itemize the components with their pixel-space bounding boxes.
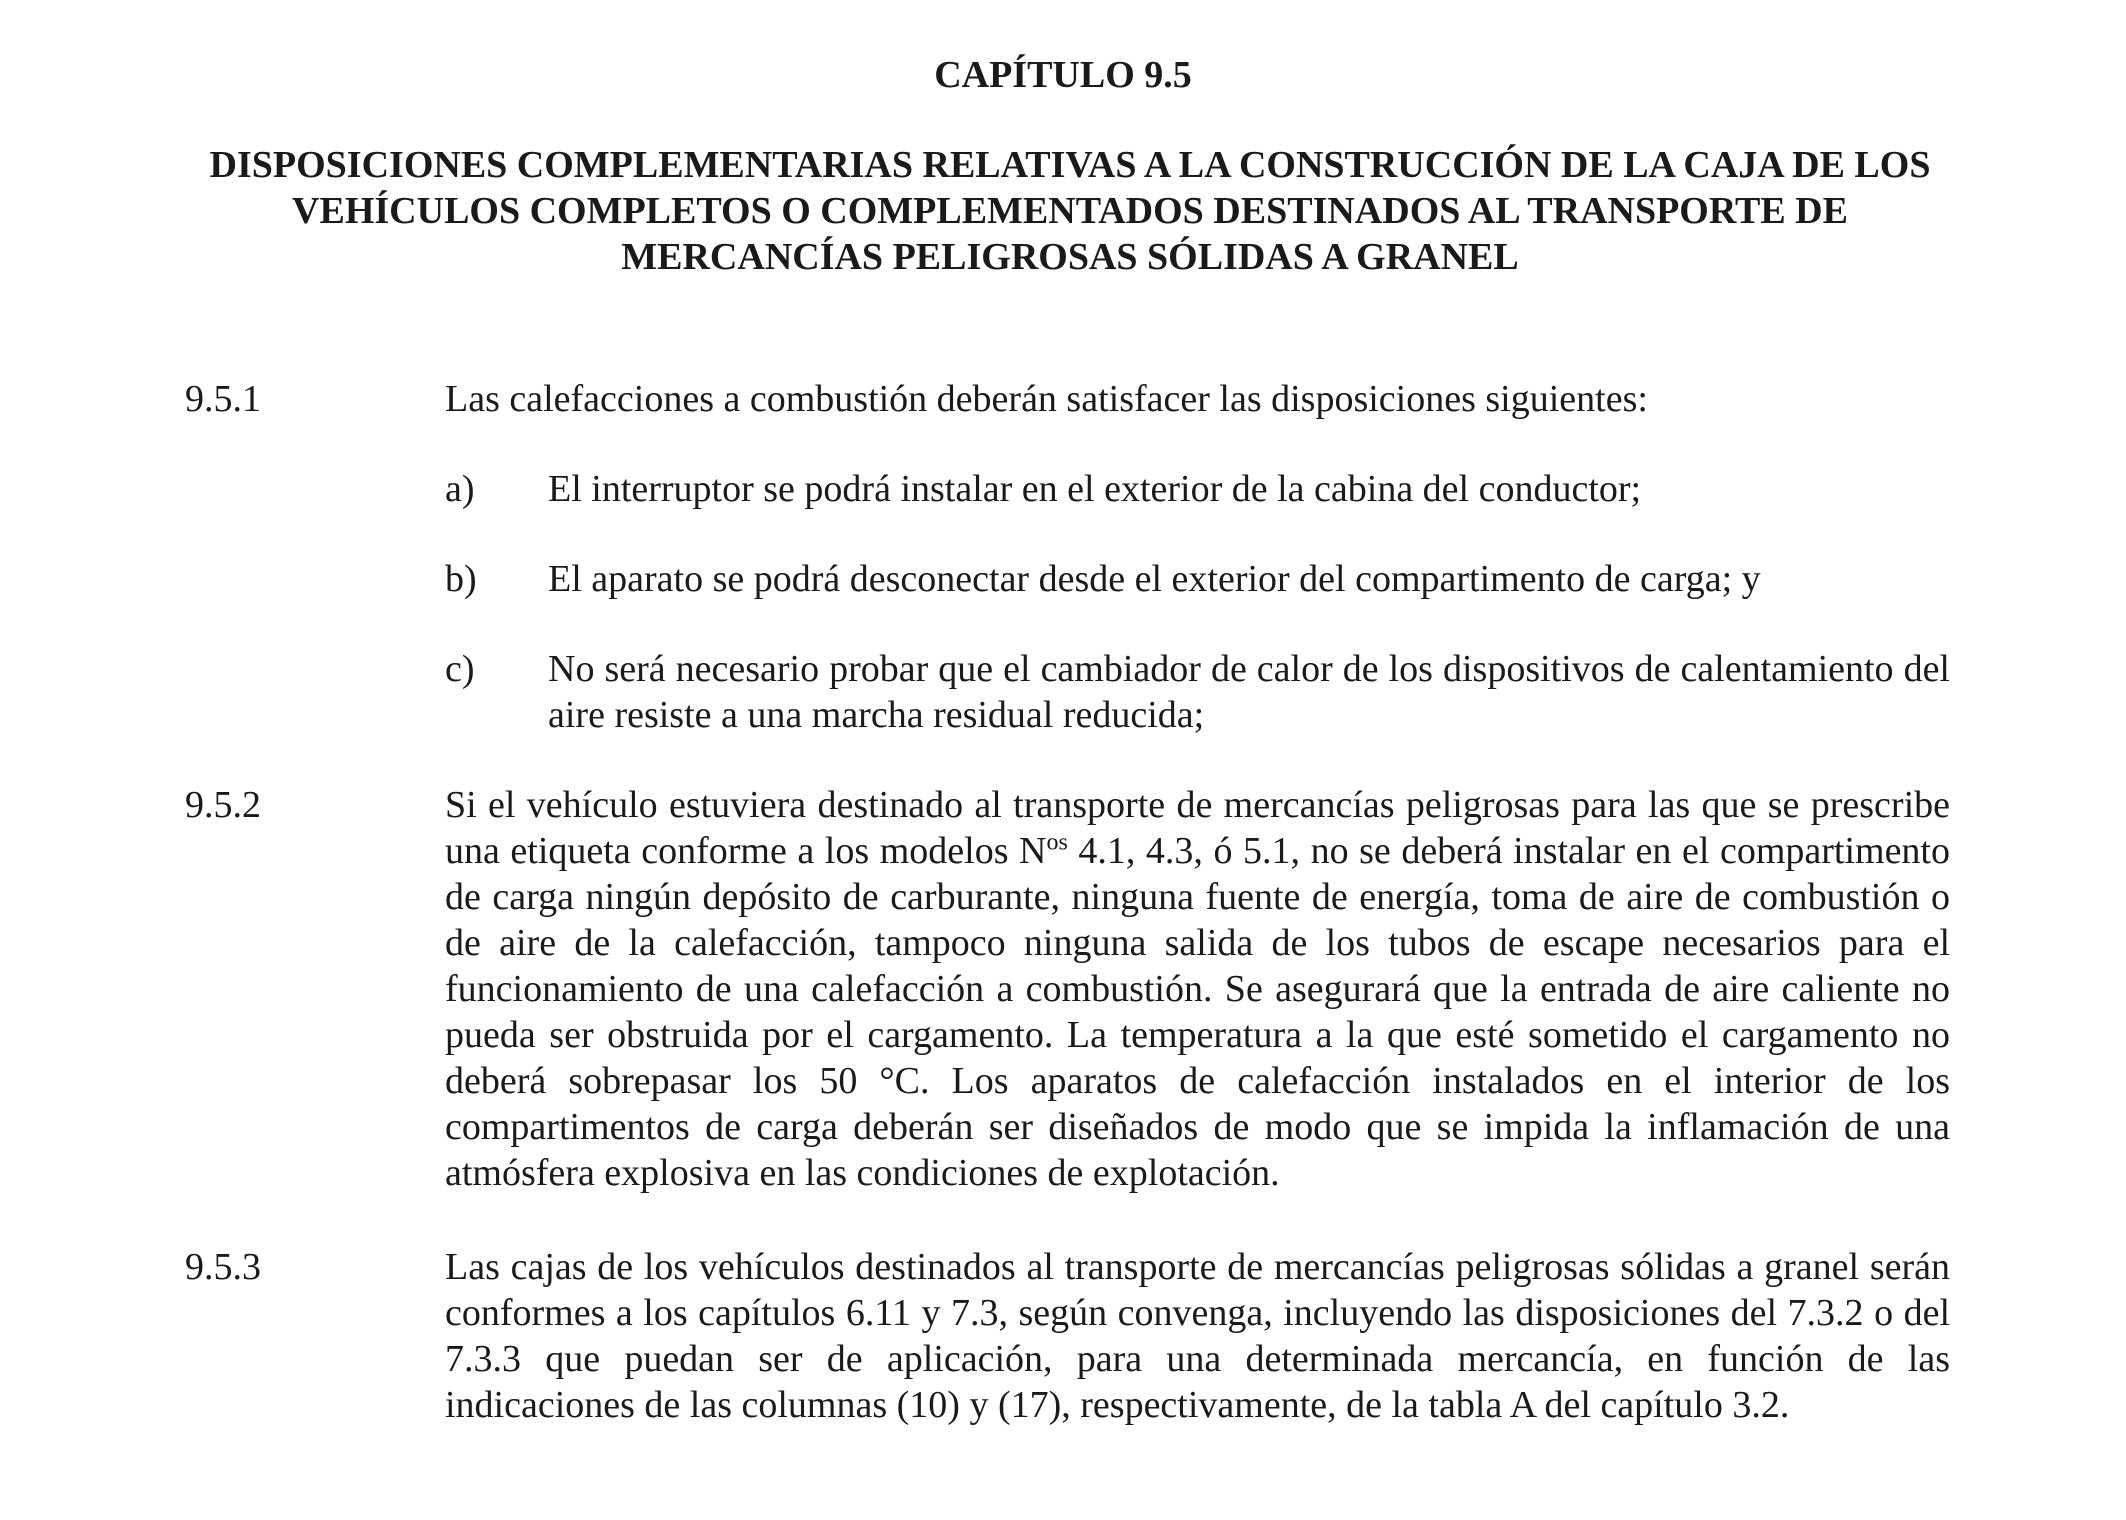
list-item-text-a: El interruptor se podrá instalar en el exterior de la cabina del conductor; [548, 468, 1642, 510]
section-9-5-2-text-before: Si el vehículo estuviera destinado al transporte de mercancías peligrosas para las que se prescribe una etiqueta conforme a los modelos N [445, 784, 1950, 872]
list-item-text-c: No será necesario probar que el cambiador de calor de los dispositivos de calentamiento del aire resiste a una marcha residual reducida; [548, 648, 1950, 736]
section-9-5-3-text: Las cajas de los vehículos destinados al transporte de mercancías peligrosas sólidas a granel serán conformes a los capítulos 6.11 y 7.3, según convenga, incluyendo las disposiciones del 7.3.2 o del 7.3.3 que puedan ser de aplicación, para una determinada mercancía, en función de las indicaciones de las columnas (10) y (17), respectivamente, de la tabla A del capítulo 3.2. [445, 1246, 1950, 1426]
chapter-title: CAPÍTULO 9.5 [934, 54, 1192, 96]
superscript-os: os [1046, 829, 1068, 856]
list-item-text-b: El aparato se podrá desconectar desde el exterior del compartimento de carga; y [548, 558, 1761, 600]
section-9-5-2-text [445, 782, 1950, 1196]
section-number-9-5-2: 9.5.2 [185, 784, 261, 826]
list-item-letter-b: b) [445, 558, 477, 600]
section-number-9-5-3: 9.5.3 [185, 1246, 261, 1288]
list-item-letter-c: c) [445, 648, 475, 690]
list-item-letter-a: a) [445, 468, 475, 510]
section-9-5-2-text-after: 4.1, 4.3, ó 5.1, no se deberá instalar en el compartimento de carga ningún depósito de carburante, ninguna fuente de energía, toma de aire de combustión o de aire de la calefacción, tampoco ninguna salida de los tubos de escape necesarios para el funcionamiento de una calefacción a combustión. Se asegurará que la entrada de aire caliente no pueda ser obstruida por el cargamento. La temperatura a la que esté sometido el cargamento no deberá sobrepasar los 50 °C. Los aparatos de calefacción instalados en el interior de los compartimentos de carga deberán ser diseñados de modo que se impida la inflamación de una atmósfera explosiva en las condiciones de explotación. [445, 830, 1950, 1194]
section-number-9-5-1: 9.5.1 [185, 378, 261, 420]
section-9-5-1-intro: Las calefacciones a combustión deberán satisfacer las disposiciones siguientes: [445, 378, 1648, 420]
chapter-subtitle: DISPOSICIONES COMPLEMENTARIAS RELATIVAS A LA CONSTRUCCIÓN DE LA CAJA DE LOS VEHÍCULOS COMPLETOS O COMPLEMENTADOS DESTINADOS AL TRANSPORTE DE MERCANCÍAS PELIGROSAS SÓLIDAS A GRANEL [209, 144, 1931, 278]
